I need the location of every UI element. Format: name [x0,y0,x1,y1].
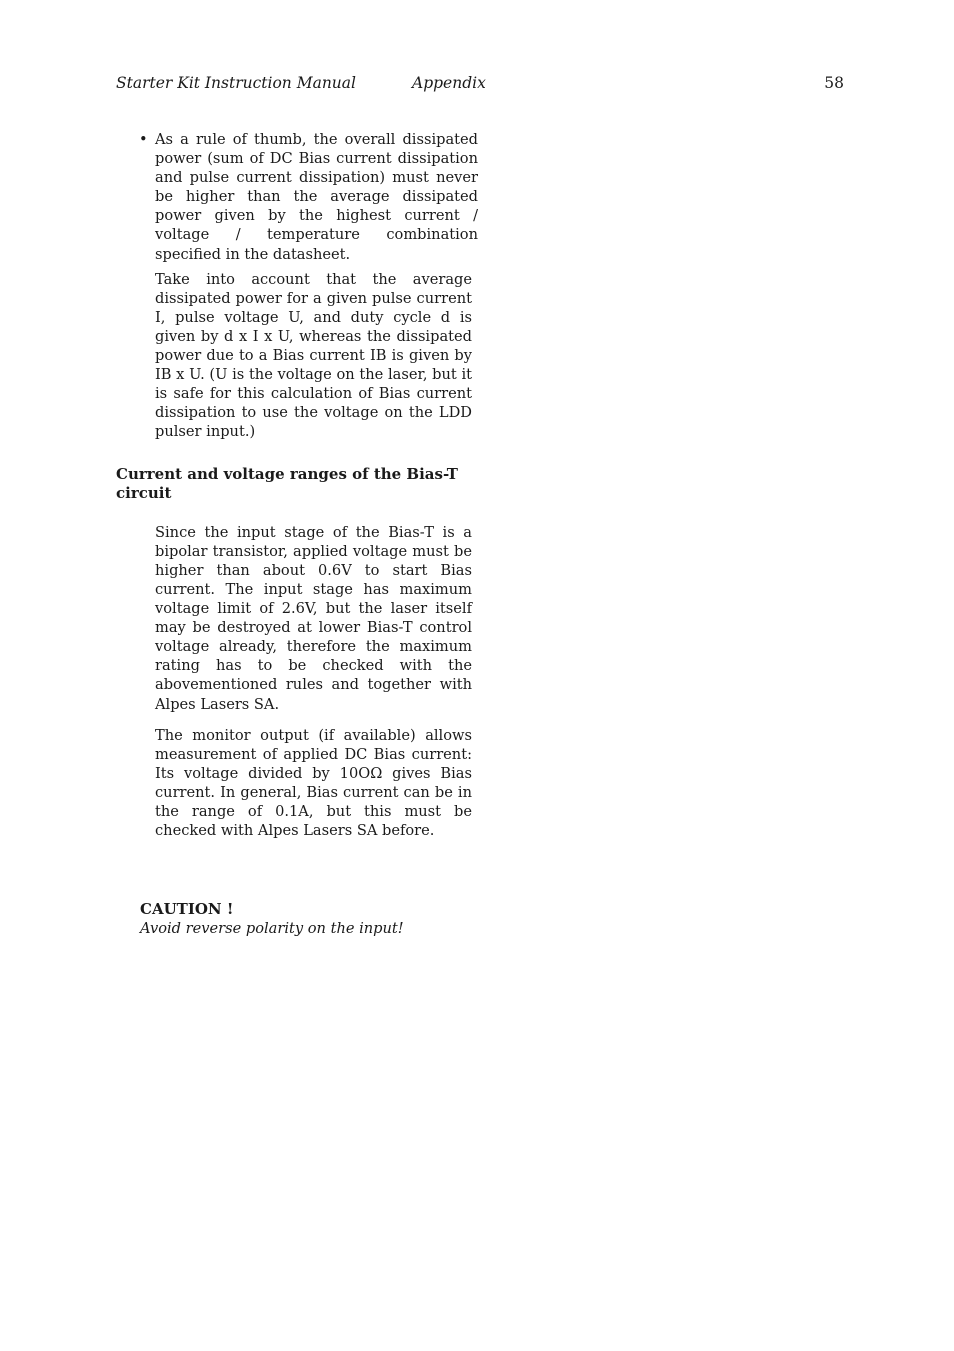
page-number: 58 [824,74,844,92]
page-header [116,74,844,94]
caution-text: Avoid reverse polarity on the input! [140,920,404,938]
section-heading: Current and voltage ranges of the Bias-T circuit [116,464,458,502]
section-paragraph: Since the input stage of the Bias-T is a bipolar transistor, applied voltage must be higher than about 0.6V to start Bias current. The input stage has maximum voltage limit of 2.6V, but the laser itself may be destroyed at lower Bias-T control voltage already, therefore the maximum rating has to be checked with the abovementioned rules and together with Alpes Lasers SA. [155,523,472,713]
chapter-title: Appendix [412,74,486,92]
bullet-followup-paragraph: Take into account that the average dissipated power for a given pulse current I, pulse voltage U, and duty cycle d is given by d x I x U, whereas the dissipated power due to a Bias current IB is given by IB x U. (U is the voltage on the laser, but it is safe for this calculation of Bias current dissipation to use the voltage on the LDD pulser input.) [155,270,472,441]
bullet-icon: • [139,131,148,148]
caution-title: CAUTION ! [140,900,234,919]
list-item [139,130,478,264]
bullet-text: As a rule of thumb, the overall dissipated power (sum of DC Bias current dissipation and pulse current dissipation) must never be higher than the average dissipated power given by the highest current / voltage / temperature combination specified in the datasheet. [155,131,478,263]
section-paragraph: The monitor output (if available) allows measurement of applied DC Bias current: Its voltage divided by 10OΩ gives Bias current. In general, Bias current can be in the range of 0.1A, but this must be checked with Alpes Lasers SA before. [155,726,472,840]
main-column [116,130,478,938]
running-title: Starter Kit Instruction Manual [116,74,356,92]
